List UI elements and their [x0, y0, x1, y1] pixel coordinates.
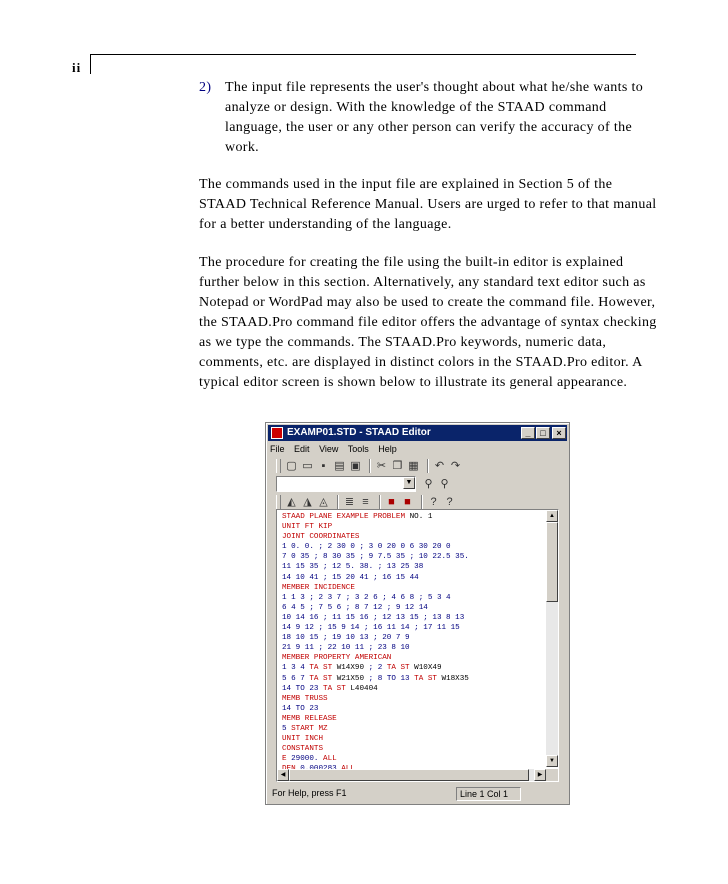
undo-icon[interactable]: ↶ — [434, 459, 445, 472]
code-line: 14 TO 23 TA ST L40404 — [282, 684, 378, 693]
code-line: 1 1 3 ; 2 3 7 ; 3 2 6 ; 4 6 8 ; 5 3 4 — [282, 593, 451, 602]
code-line: UNIT FT KIP — [282, 523, 333, 532]
find-toolbar — [276, 475, 454, 493]
editor-titlebar[interactable] — [268, 425, 567, 441]
print-icon[interactable]: ▤ — [334, 459, 345, 472]
insert-icon[interactable]: ◭ — [287, 495, 296, 508]
code-line: 1 3 4 TA ST W14X90 ; 2 TA ST W10X49 — [282, 664, 442, 673]
cut-icon[interactable]: ✂ — [376, 459, 387, 472]
header-rule — [90, 54, 636, 55]
staad-app-icon — [271, 427, 283, 439]
save-icon[interactable]: ▪ — [321, 459, 326, 472]
scroll-corner — [546, 769, 558, 781]
code-line: 5 6 7 TA ST W21X50 ; 8 TO 13 TA ST W18X35 — [282, 674, 469, 683]
code-line: E 29000. ALL — [282, 755, 337, 764]
scroll-right-icon[interactable]: ▶ — [534, 769, 546, 781]
code-editor[interactable] — [276, 509, 559, 782]
open-file-icon[interactable]: ▭ — [302, 459, 313, 472]
horizontal-scrollbar[interactable] — [277, 769, 546, 781]
context-help-icon[interactable]: ? — [446, 495, 453, 508]
code-line: JOINT COORDINATES — [282, 533, 360, 542]
scroll-down-icon[interactable]: ▼ — [546, 755, 558, 767]
body-text — [199, 78, 659, 393]
chevron-down-icon[interactable]: ▼ — [403, 477, 415, 489]
maximize-button[interactable]: □ — [536, 427, 550, 439]
search-combo[interactable] — [276, 476, 416, 492]
tool-icon[interactable]: ◬ — [319, 495, 328, 508]
editor-window — [265, 422, 570, 805]
code-line: 14 10 41 ; 15 20 41 ; 16 15 44 — [282, 573, 419, 582]
find-next-icon[interactable]: ⚲ — [440, 477, 449, 490]
code-line: UNIT INCH — [282, 735, 324, 744]
find-icon[interactable]: ⚲ — [424, 477, 433, 490]
code-line: MEMB RELEASE — [282, 714, 337, 723]
color-icon[interactable]: ■ — [404, 495, 411, 508]
indent-icon[interactable]: ≣ — [344, 495, 355, 508]
code-line: MEMB TRUSS — [282, 694, 328, 703]
code-line: MEMBER PROPERTY AMERICAN — [282, 654, 392, 663]
print-preview-icon[interactable]: ▣ — [350, 459, 361, 472]
paragraph-procedure: The procedure for creating the file using the built-in editor is explained further below in this section. Alternatively, any standard text editor such as Notepad or WordPad may also be used to create the command file. However, the STAAD.Pro command file editor offers the advantage of syntax checking as we type the commands. The STAAD.Pro keywords, numeric data, comments, etc. are displayed in distinct colors in the STAAD.Pro editor. A typical editor screen is shown below to illustrate its general appearance. — [199, 255, 657, 390]
code-line: STAAD PLANE EXAMPLE PROBLEM NO. 1 — [282, 513, 433, 521]
code-line: 14 9 12 ; 15 9 14 ; 16 11 14 ; 17 11 15 — [282, 624, 460, 633]
redo-icon[interactable]: ↷ — [450, 459, 461, 472]
paragraph-commands: The commands used in the input file are explained in Section 5 of the STAAD Technical Reference Manual. Users are urged to refer to that manual for a better understanding of the language. — [199, 177, 657, 232]
scroll-thumb[interactable] — [289, 769, 529, 781]
scroll-thumb[interactable] — [546, 522, 558, 602]
code-line: 7 0 35 ; 8 30 35 ; 9 7.5 35 ; 10 22.5 35. — [282, 553, 469, 562]
page-number: ii — [72, 60, 82, 75]
scroll-left-icon[interactable]: ◀ — [277, 769, 289, 781]
paste-icon[interactable]: ▦ — [408, 459, 419, 472]
menu-view[interactable]: View — [319, 444, 339, 454]
tool-icon[interactable]: ◮ — [303, 495, 312, 508]
menu-bar — [270, 442, 404, 456]
new-file-icon[interactable]: ▢ — [286, 459, 297, 472]
code-text[interactable] — [282, 512, 469, 774]
close-button[interactable]: × — [552, 427, 566, 439]
list-item — [199, 78, 659, 158]
code-line: 5 START MZ — [282, 724, 328, 733]
outdent-icon[interactable]: ≡ — [362, 495, 369, 508]
minimize-button[interactable]: _ — [521, 427, 535, 439]
standard-toolbar — [276, 457, 465, 475]
list-number: 2) — [199, 80, 212, 95]
code-line: 18 10 15 ; 19 10 13 ; 20 7 9 — [282, 634, 410, 643]
status-position: Line 1 Col 1 — [456, 787, 521, 801]
color-icon[interactable]: ■ — [388, 495, 395, 508]
code-line: MEMBER INCIDENCE — [282, 583, 355, 592]
code-line: 21 9 11 ; 22 10 11 ; 23 8 10 — [282, 644, 410, 653]
code-line: 1 0. 0. ; 2 30 0 ; 3 0 20 0 6 30 20 0 — [282, 543, 451, 552]
scroll-up-icon[interactable]: ▲ — [546, 510, 558, 522]
menu-edit[interactable]: Edit — [294, 444, 310, 454]
code-line: 14 TO 23 — [282, 704, 319, 713]
menu-tools[interactable]: Tools — [347, 444, 369, 454]
header-divider — [90, 54, 91, 74]
list-text: The input file represents the user's thought about what he/she wants to analyze or design. With the knowledge of the STAAD command language, the user or any other person can verify the accuracy of the work. — [225, 80, 644, 155]
code-line: 10 14 16 ; 11 15 16 ; 12 13 15 ; 13 8 13 — [282, 613, 465, 622]
code-line: CONSTANTS — [282, 745, 324, 754]
code-line: 11 15 35 ; 12 5. 38. ; 13 25 38 — [282, 563, 424, 572]
copy-icon[interactable]: ❐ — [392, 459, 403, 472]
editor-title: EXAMP01.STD - STAAD Editor — [287, 427, 431, 438]
vertical-scrollbar[interactable] — [546, 510, 558, 767]
menu-file[interactable]: File — [270, 444, 285, 454]
menu-help[interactable]: Help — [378, 444, 397, 454]
status-bar — [268, 786, 567, 801]
status-help: For Help, press F1 — [272, 788, 347, 798]
help-icon[interactable]: ? — [430, 495, 437, 508]
code-line: 6 4 5 ; 7 5 6 ; 8 7 12 ; 9 12 14 — [282, 603, 428, 612]
